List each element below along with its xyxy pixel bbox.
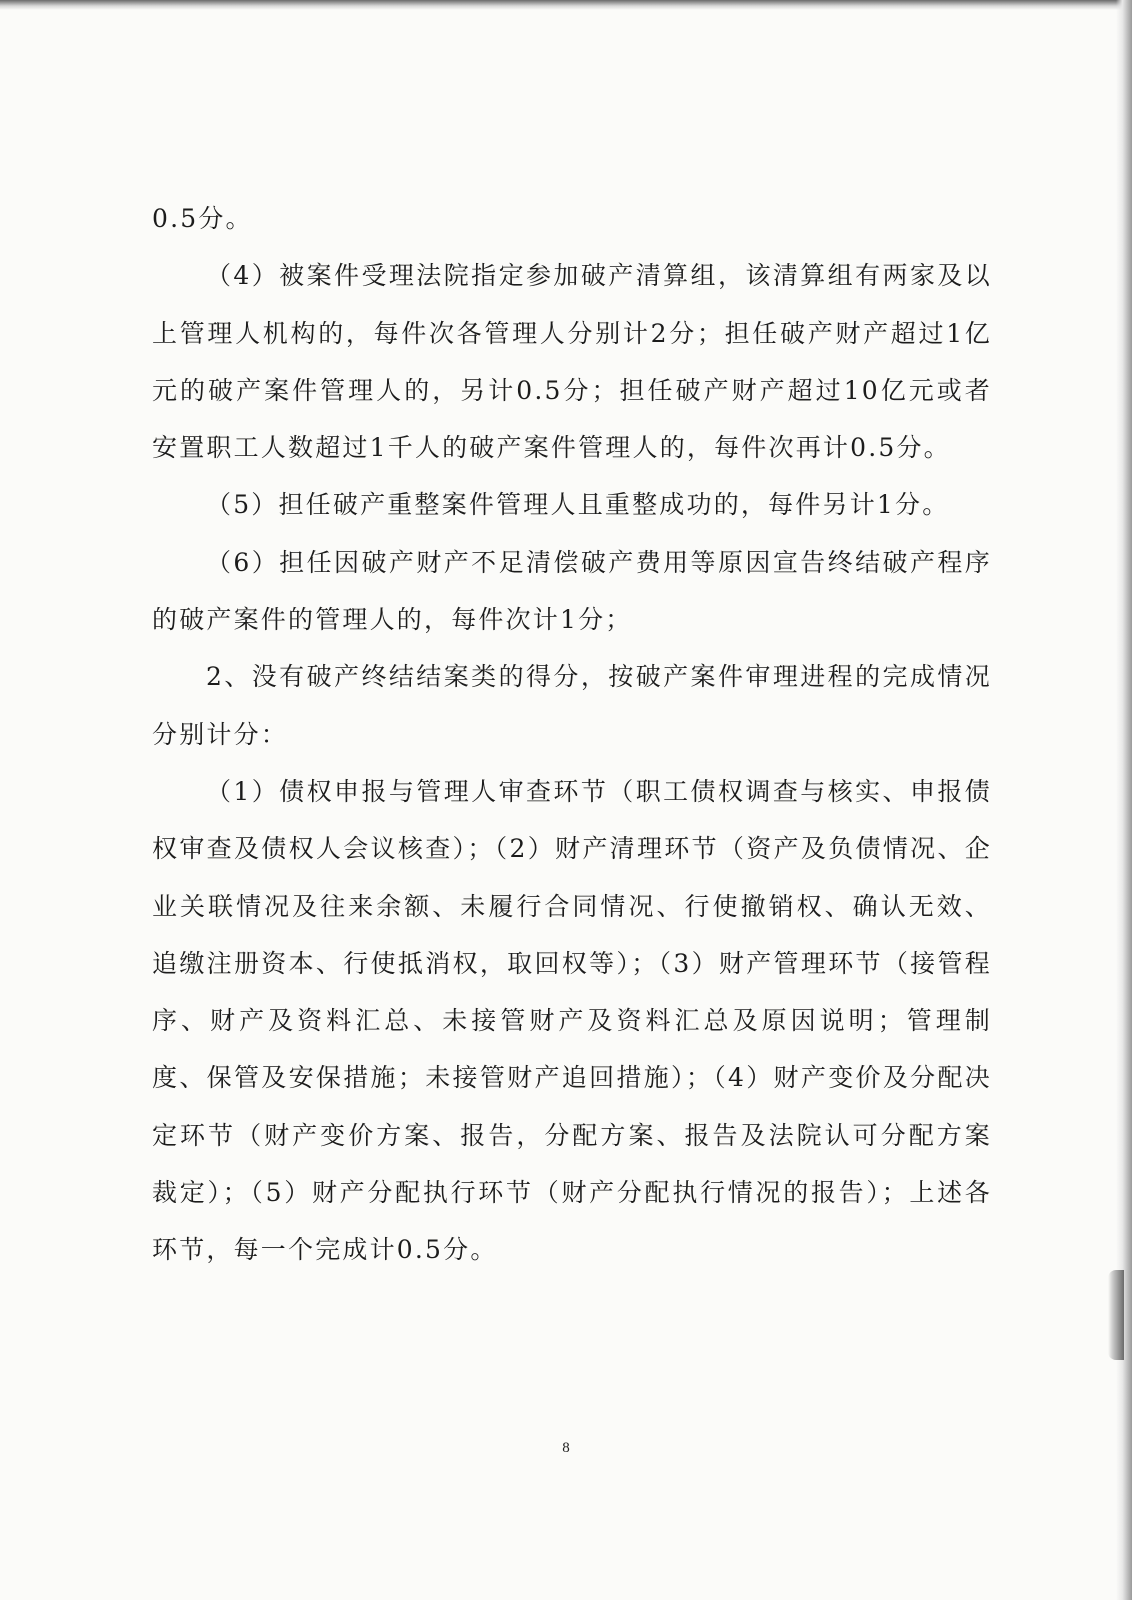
paragraph-2: （4）被案件受理法院指定参加破产清算组，该清算组有两家及以上管理人机构的，每件次各管理人分别计2分；担任破产财产超过1亿元的破产案件管理人的，另计0.5分；担任破产财产超过10亿元或者安置职工人数超过1千人的破产案件管理人的，每件次再计0.5分。 bbox=[152, 261, 992, 463]
scan-edge-top bbox=[0, 0, 1132, 10]
paragraph-1: 0.5分。 bbox=[152, 204, 253, 233]
body-text bbox=[152, 190, 992, 1279]
paragraph-4: （6）担任因破产财产不足清偿破产费用等原因宣告终结破产程序的破产案件的管理人的，每件次计1分； bbox=[152, 547, 992, 635]
paragraph-3: （5）担任破产重整案件管理人且重整成功的，每件另计1分。 bbox=[206, 490, 950, 520]
page-number: 8 bbox=[562, 1440, 570, 1456]
paragraph-6: （1）债权申报与管理人审查环节（职工债权调查与核实、申报债权审查及债权人会议核查）；（2）财产清理环节（资产及负债情况、企业关联情况及往来余额、未履行合同情况、行使撤销权、确认无效、追缴注册资本、行使抵消权，取回权等）；（3）财产管理环节（接管程序、财产及资料汇总、未接管财产及资料汇总及原因说明；管理制度、保管及安保措施；未接管财产追回措施）；（4）财产变价及分配决定环节（财产变价方案、报告，分配方案、报告及法院认可分配方案裁定）；（5）财产分配执行环节（财产分配执行情况的报告）；上述各环节，每一个完成计0.5分。 bbox=[152, 776, 992, 1265]
paragraph-5: 2、没有破产终结结案类的得分，按破产案件审理进程的完成情况分别计分： bbox=[152, 662, 992, 749]
scan-edge-right bbox=[1116, 0, 1132, 1600]
scan-page-fold bbox=[1108, 1270, 1124, 1360]
